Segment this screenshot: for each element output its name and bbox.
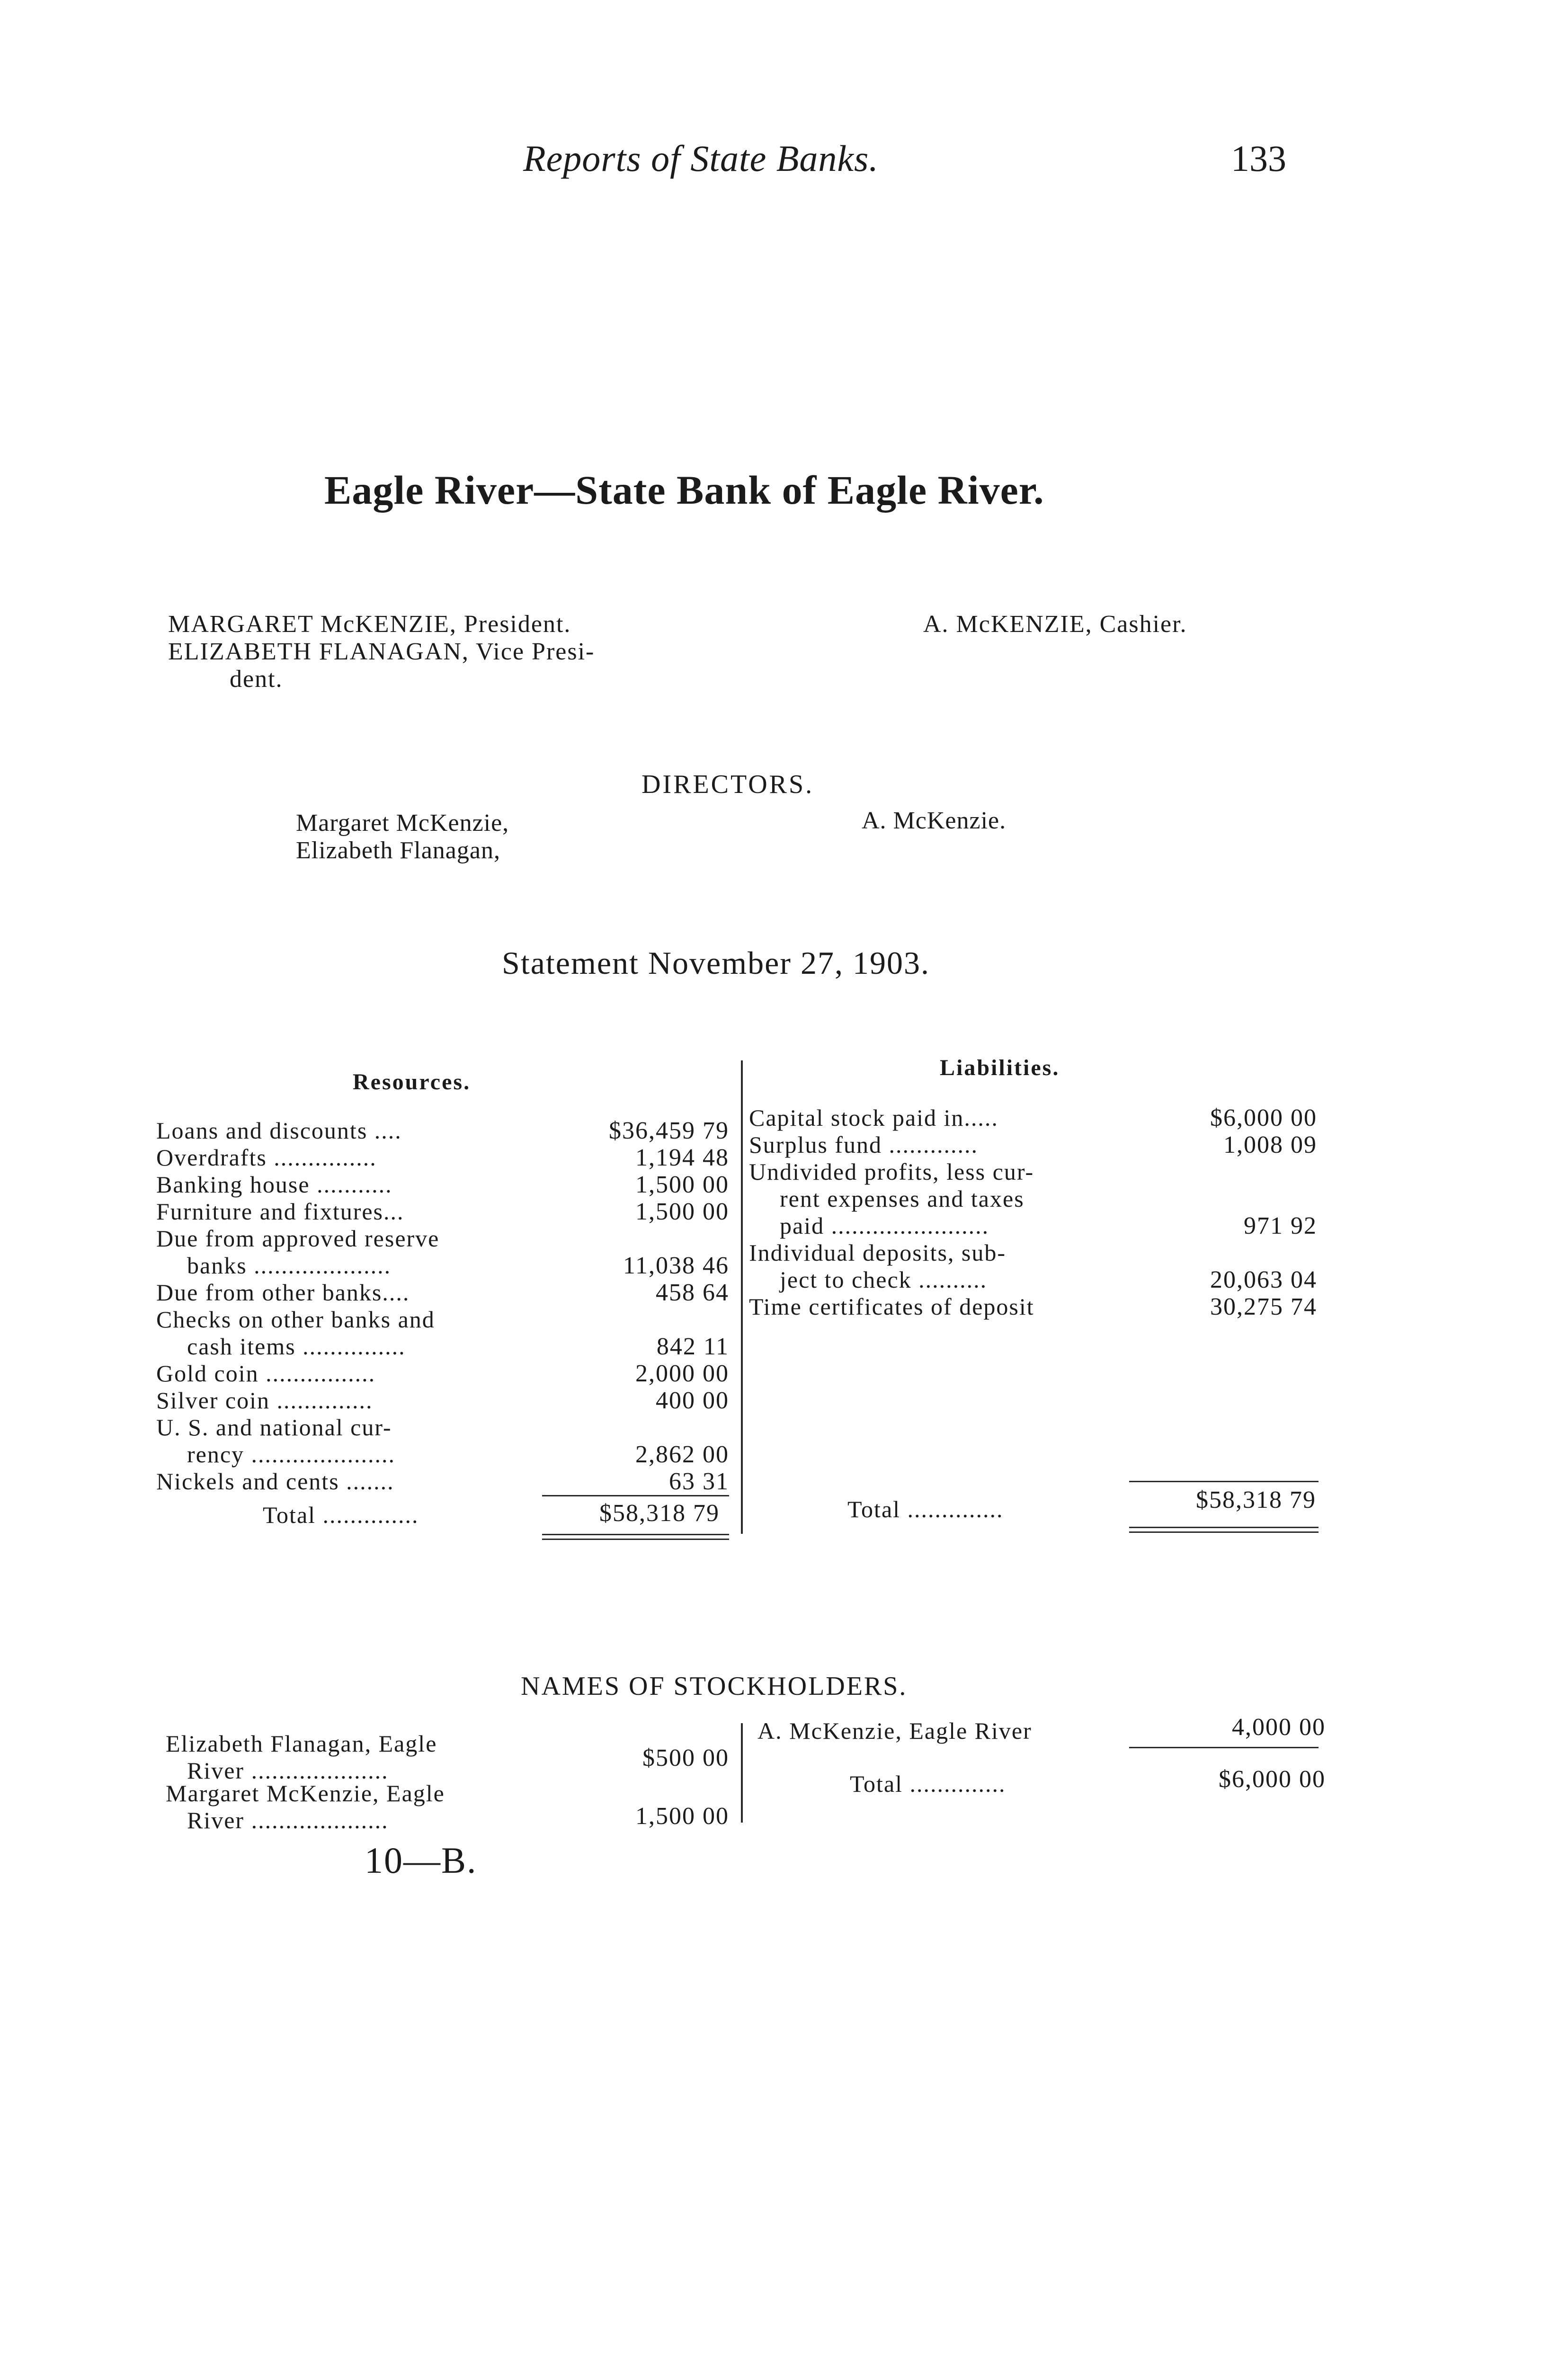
bank-title: Eagle River—State Bank of Eagle River. [324, 467, 1044, 513]
table-row [749, 1185, 1317, 1212]
stockholder-name-cont: River .................... [187, 1757, 389, 1784]
row-label: Surplus fund ............. [749, 1131, 978, 1158]
row-label: paid ....................... [780, 1212, 989, 1239]
row-label: Gold coin ................ [156, 1360, 376, 1387]
row-label: Undivided profits, less cur- [749, 1158, 1034, 1185]
table-row [156, 1414, 729, 1441]
liabilities-double-rule [1129, 1531, 1319, 1533]
resources-double-rule [542, 1534, 729, 1535]
row-label: Overdrafts ............... [156, 1144, 377, 1171]
row-label: Loans and discounts .... [156, 1117, 402, 1144]
stockholder-amount: $500 00 [642, 1744, 729, 1771]
officers-left [168, 611, 595, 693]
stockholders-total-rule [1129, 1747, 1319, 1748]
table-row [156, 1387, 729, 1414]
table-row [156, 1171, 729, 1198]
stockholder-entry [166, 1730, 437, 1784]
table-row [749, 1158, 1317, 1185]
table-row [749, 1212, 1317, 1239]
table-row [749, 1239, 1317, 1266]
signature-mark: 10—B. [365, 1840, 477, 1881]
row-amount: 971 92 [1244, 1212, 1317, 1239]
table-row [156, 1279, 729, 1306]
table-row [156, 1306, 729, 1333]
table-row [749, 1293, 1317, 1320]
row-label: rency ..................... [187, 1441, 396, 1468]
row-label: Due from other banks.... [156, 1279, 410, 1306]
stockholder-name: Margaret McKenzie, Eagle [166, 1780, 445, 1806]
resources-total-amount: $58,318 79 [599, 1500, 720, 1527]
table-row [156, 1198, 729, 1225]
director-name-right: A. McKenzie. [862, 807, 1007, 834]
row-amount: 20,063 04 [1210, 1266, 1317, 1293]
row-label: Individual deposits, sub- [749, 1239, 1007, 1266]
row-amount: 63 31 [669, 1468, 729, 1495]
row-amount: 842 11 [656, 1333, 729, 1360]
row-label: Furniture and fixtures... [156, 1198, 404, 1225]
resources-total-rule [542, 1495, 729, 1496]
row-amount: 30,275 74 [1210, 1293, 1317, 1320]
resources-double-rule [542, 1539, 729, 1540]
row-label: Checks on other banks and [156, 1306, 435, 1333]
row-label: U. S. and national cur- [156, 1414, 392, 1441]
table-row [749, 1104, 1317, 1131]
row-label: Time certificates of deposit [749, 1293, 1034, 1320]
row-label: Capital stock paid in..... [749, 1104, 998, 1131]
table-row [749, 1131, 1317, 1158]
row-label: Silver coin .............. [156, 1387, 373, 1414]
officer-president: MARGARET McKENZIE, President. [168, 611, 571, 638]
table-row [156, 1252, 729, 1279]
stockholder-entry [166, 1780, 445, 1834]
stockholder-amount-right: 4,000 00 [1232, 1714, 1326, 1741]
row-amount: $6,000 00 [1210, 1104, 1317, 1131]
liabilities-total-label: Total .............. [847, 1496, 1004, 1522]
officer-vice-president-cont: dent. [230, 666, 283, 693]
row-amount: 11,038 46 [623, 1252, 729, 1279]
liabilities-total-rule [1129, 1481, 1319, 1482]
director-name: Elizabeth Flanagan, [296, 837, 500, 864]
row-label: Due from approved reserve [156, 1225, 440, 1252]
row-label: Banking house ........... [156, 1171, 392, 1198]
row-amount: 2,000 00 [635, 1360, 729, 1387]
table-row [156, 1441, 729, 1468]
stockholder-name-cont: River .................... [187, 1807, 389, 1833]
page-number: 133 [1231, 138, 1286, 179]
row-amount: 1,194 48 [635, 1144, 729, 1171]
row-amount: 2,862 00 [635, 1441, 729, 1468]
officer-cashier: A. McKENZIE, Cashier. [923, 611, 1187, 638]
liabilities-heading: Liabilities. [940, 1055, 1060, 1080]
directors-left [296, 810, 509, 864]
director-name: Margaret McKenzie, [296, 810, 509, 836]
row-label: cash items ............... [187, 1333, 406, 1360]
liabilities-total-amount: $58,318 79 [1196, 1486, 1316, 1513]
row-label: rent expenses and taxes [780, 1185, 1025, 1212]
row-amount: 1,500 00 [635, 1198, 729, 1225]
liabilities-double-rule [1129, 1527, 1319, 1528]
stockholders-heading: NAMES OF STOCKHOLDERS. [521, 1672, 908, 1701]
table-row [156, 1333, 729, 1360]
table-row [156, 1225, 729, 1252]
directors-heading: DIRECTORS. [641, 770, 814, 799]
liabilities-table [749, 1104, 1317, 1320]
resources-total-label: Total .............. [263, 1502, 419, 1528]
row-label: banks .................... [187, 1252, 392, 1279]
officer-vice-president: ELIZABETH FLANAGAN, Vice Presi- [168, 638, 595, 665]
row-amount: 1,008 09 [1223, 1131, 1317, 1158]
row-amount: 1,500 00 [635, 1171, 729, 1198]
resources-heading: Resources. [353, 1069, 471, 1095]
row-label: ject to check .......... [780, 1266, 988, 1293]
statement-title: Statement November 27, 1903. [502, 945, 930, 981]
row-label: Nickels and cents ....... [156, 1468, 394, 1495]
running-title: Reports of State Banks. [523, 138, 879, 179]
table-row [156, 1360, 729, 1387]
resources-table [156, 1117, 729, 1495]
stockholder-name: Elizabeth Flanagan, Eagle [166, 1730, 437, 1757]
row-amount: 458 64 [656, 1279, 729, 1306]
stockholder-amount: 1,500 00 [635, 1803, 729, 1830]
table-row [156, 1144, 729, 1171]
stockholder-name-right: A. McKenzie, Eagle River [757, 1717, 1032, 1744]
stockholders-divider [741, 1723, 743, 1823]
stockholders-total-label: Total .............. [850, 1771, 1006, 1797]
table-row [156, 1468, 729, 1495]
row-amount: 400 00 [656, 1387, 729, 1414]
table-row [156, 1117, 729, 1144]
row-amount: $36,459 79 [609, 1117, 729, 1144]
column-divider [741, 1060, 743, 1534]
table-row [749, 1266, 1317, 1293]
stockholders-total-amount: $6,000 00 [1219, 1766, 1326, 1793]
